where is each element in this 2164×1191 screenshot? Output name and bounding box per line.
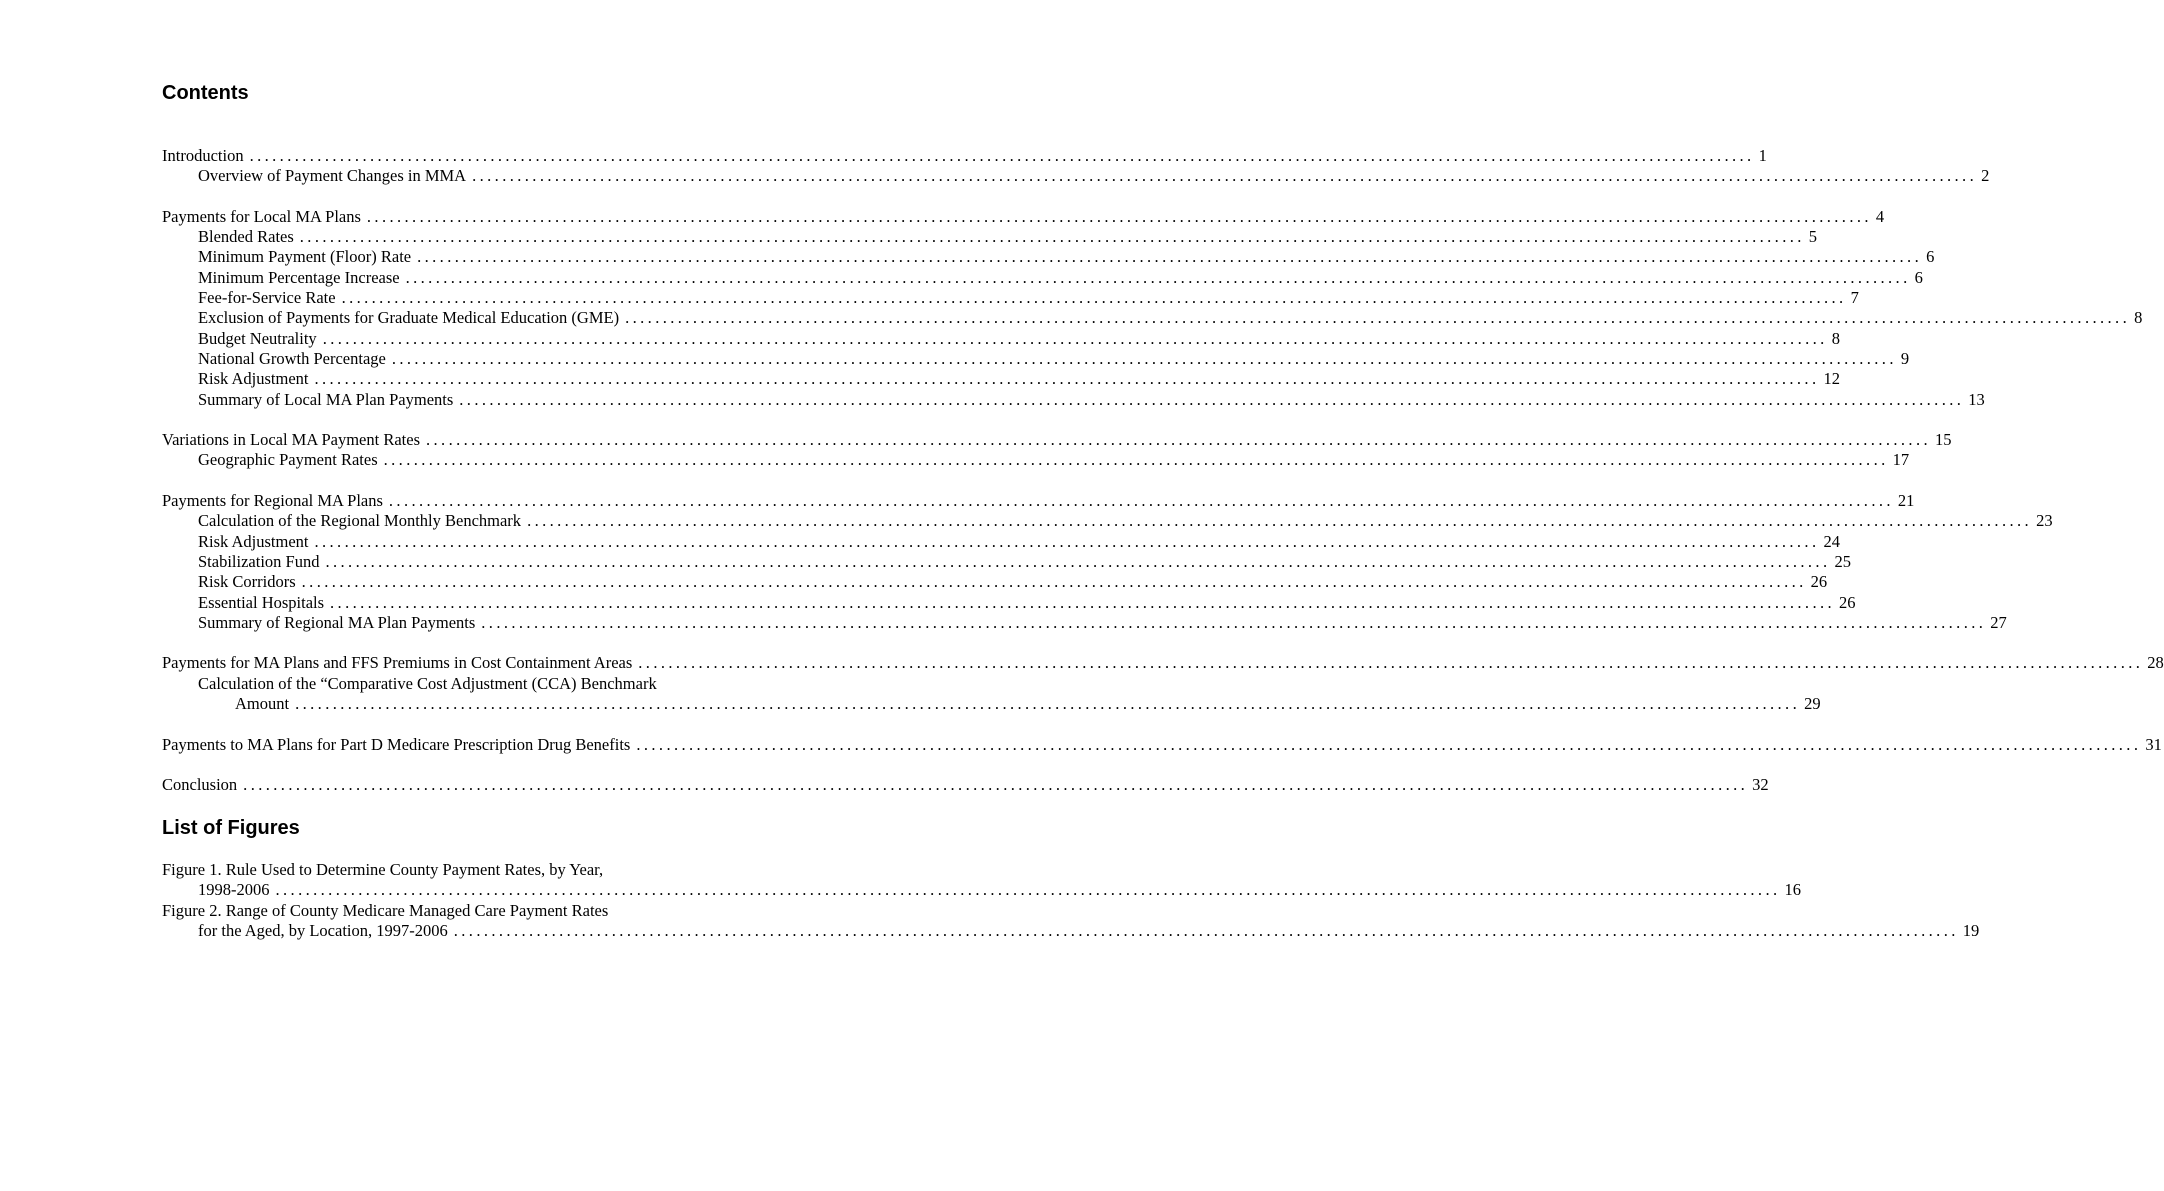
toc-entry[interactable] — [162, 389, 1985, 410]
toc-entry-title: 1998-2006 — [198, 880, 270, 900]
list-of-figures-heading: List of Figures — [162, 817, 300, 839]
toc-entry-title: Blended Rates — [198, 227, 294, 247]
contents-heading: Contents — [162, 82, 249, 104]
dot-leader: ........................................................................................................................................................................................................ — [625, 308, 2131, 328]
toc-entry[interactable] — [162, 511, 2053, 531]
toc-entry[interactable] — [162, 860, 759, 880]
toc-entry-page-number: 8 — [1831, 328, 1840, 348]
toc-entry[interactable] — [162, 531, 1840, 552]
toc-entry-page-number: 16 — [1784, 880, 1801, 900]
toc-entry-page-number: 32 — [1752, 775, 1769, 795]
dot-leader: ........................................................................................................................................................................................................ — [249, 146, 1755, 165]
toc-entry-title: National Growth Percentage — [198, 348, 386, 368]
list-of-figures — [162, 860, 1980, 941]
toc-entry-page-number: 26 — [1839, 592, 1856, 612]
dot-leader: ........................................................................................................................................................................................................ — [299, 227, 1805, 247]
toc-entry[interactable] — [162, 920, 1980, 941]
table-of-contents — [162, 146, 2164, 796]
toc-entry[interactable] — [162, 348, 1910, 369]
toc-entry-page-number: 15 — [1935, 430, 1952, 450]
dot-leader: ........................................................................................................................................................................................................ — [453, 920, 1959, 940]
toc-entry[interactable] — [162, 206, 1885, 227]
toc-entry-title: Introduction — [162, 146, 244, 165]
toc-entry-page-number: 19 — [1962, 920, 1980, 940]
toc-entry[interactable] — [162, 612, 2007, 633]
toc-entry-page-number: 6 — [1926, 247, 1935, 267]
toc-entry-page-number: 25 — [1834, 551, 1851, 571]
toc-entry[interactable] — [162, 674, 759, 694]
toc-entry-title: Stabilization Fund — [198, 551, 320, 571]
toc-entry-title: Figure 1. Rule Used to Determine County Payment Rates, by Year, — [162, 860, 604, 879]
toc-entry-title: Payments for Local MA Plans — [162, 206, 361, 226]
toc-entry-title: Fee-for-Service Rate — [198, 288, 336, 308]
dot-leader: ........................................................................................................................................................................................................ — [459, 389, 1965, 409]
toc-entry[interactable] — [162, 328, 1840, 349]
toc-entry[interactable] — [162, 653, 2164, 673]
dot-leader: ........................................................................................................................................................................................................ — [472, 166, 1978, 186]
toc-entry-title: Risk Adjustment — [198, 369, 309, 389]
toc-entry-title: Exclusion of Payments for Graduate Medical Education (GME) — [198, 308, 620, 328]
dot-leader: ........................................................................................................................................................................................................ — [325, 551, 1831, 571]
toc-entry[interactable] — [162, 267, 1923, 288]
dot-leader: ........................................................................................................................................................................................................ — [527, 511, 2033, 531]
toc-entry-page-number: 23 — [2036, 511, 2053, 531]
toc-entry-page-number: 28 — [2147, 653, 2164, 673]
toc-entry-page-number: 21 — [1897, 491, 1915, 511]
toc-entry-page-number: 17 — [1892, 450, 1910, 470]
dot-leader: ........................................................................................................................................................................................................ — [322, 328, 1828, 348]
toc-entry[interactable] — [162, 901, 759, 921]
toc-entry-title: Variations in Local MA Payment Rates — [162, 430, 420, 450]
dot-leader: ........................................................................................................................................................................................................ — [314, 369, 1820, 389]
dot-leader: ........................................................................................................................................................................................................ — [481, 612, 1987, 632]
toc-entry-page-number: 29 — [1804, 694, 1821, 714]
toc-entry-page-number: 13 — [1968, 389, 1985, 409]
toc-entry-title: Risk Adjustment — [198, 531, 309, 551]
dot-leader: ........................................................................................................................................................................................................ — [417, 247, 1923, 267]
toc-entry[interactable] — [162, 734, 2162, 755]
dot-leader: ........................................................................................................................................................................................................ — [275, 880, 1781, 900]
toc-entry[interactable] — [162, 288, 1859, 308]
toc-entry-page-number: 31 — [2145, 734, 2162, 754]
toc-entry[interactable] — [162, 880, 1801, 900]
dot-leader: ........................................................................................................................................................................................................ — [405, 267, 1911, 287]
toc-entry[interactable] — [162, 308, 2143, 328]
dot-leader: ........................................................................................................................................................................................................ — [330, 592, 1836, 612]
toc-entry[interactable] — [162, 551, 1851, 572]
toc-entry-title: Calculation of the Regional Monthly Benchmark — [198, 511, 522, 531]
toc-entry-page-number: 6 — [1914, 267, 1923, 287]
toc-entry-title: Summary of Local MA Plan Payments — [198, 389, 454, 409]
toc-entry-title: Overview of Payment Changes in MMA — [198, 166, 467, 186]
toc-entry[interactable] — [162, 247, 1935, 267]
toc-entry-page-number: 26 — [1810, 572, 1828, 592]
toc-entry[interactable] — [162, 775, 1769, 795]
toc-entry-title: Payments for Regional MA Plans — [162, 491, 383, 511]
toc-entry-page-number: 9 — [1900, 348, 1910, 368]
toc-entry-title: for the Aged, by Location, 1997-2006 — [198, 920, 448, 940]
toc-entry-page-number: 1 — [1758, 146, 1767, 165]
dot-leader: ........................................................................................................................................................................................................ — [301, 572, 1807, 592]
toc-entry-title: Budget Neutrality — [198, 328, 317, 348]
dot-leader: ........................................................................................................................................................................................................ — [383, 450, 1889, 470]
toc-entry-title: Risk Corridors — [198, 572, 296, 592]
dot-leader: ........................................................................................................................................................................................................ — [341, 288, 1847, 308]
toc-entry-page-number: 24 — [1823, 531, 1840, 551]
toc-entry-page-number: 7 — [1850, 288, 1859, 308]
toc-entry[interactable] — [162, 430, 1952, 450]
toc-entry-title: Geographic Payment Rates — [198, 450, 378, 470]
toc-entry-page-number: 8 — [2134, 308, 2143, 328]
toc-entry-title: Conclusion — [162, 775, 238, 795]
toc-entry-title: Minimum Payment (Floor) Rate — [198, 247, 412, 267]
toc-entry-page-number: 5 — [1808, 227, 1818, 247]
toc-entry[interactable] — [162, 166, 1990, 186]
toc-entry[interactable] — [162, 491, 1915, 511]
dot-leader: ........................................................................................................................................................................................................ — [638, 653, 2144, 673]
dot-leader: ........................................................................................................................................................................................................ — [243, 775, 1749, 795]
toc-entry-title: Calculation of the “Comparative Cost Adjustment (CCA) Benchmark — [198, 673, 657, 693]
dot-leader: ........................................................................................................................................................................................................ — [636, 734, 2142, 754]
dot-leader: ........................................................................................................................................................................................................ — [388, 491, 1894, 511]
toc-entry-page-number: 27 — [1990, 612, 2007, 632]
dot-leader: ........................................................................................................................................................................................................ — [366, 206, 1872, 226]
toc-entry-title: Amount — [235, 694, 290, 714]
dot-leader: ........................................................................................................................................................................................................ — [391, 348, 1897, 368]
dot-leader: ........................................................................................................................................................................................................ — [295, 694, 1801, 714]
toc-entry-title: Summary of Regional MA Plan Payments — [198, 612, 476, 632]
toc-entry[interactable] — [162, 592, 1856, 613]
toc-entry[interactable] — [162, 369, 1840, 389]
toc-entry-title: Payments to MA Plans for Part D Medicare Prescription Drug Benefits — [162, 734, 631, 754]
toc-entry[interactable] — [162, 227, 1818, 247]
toc-entry-page-number: 12 — [1823, 369, 1840, 389]
toc-entry-page-number: 4 — [1875, 206, 1885, 226]
toc-entry-title: Minimum Percentage Increase — [198, 267, 400, 287]
toc-entry-page-number: 2 — [1981, 166, 1990, 186]
toc-entry[interactable] — [162, 146, 1767, 166]
toc-entry[interactable] — [162, 450, 1910, 470]
toc-entry-title: Payments for MA Plans and FFS Premiums in Cost Containment Areas — [162, 653, 633, 673]
dot-leader: ........................................................................................................................................................................................................ — [426, 430, 1931, 450]
dot-leader: ........................................................................................................................................................................................................ — [314, 531, 1820, 551]
toc-entry[interactable] — [162, 694, 1821, 714]
toc-entry-title: Essential Hospitals — [198, 592, 325, 612]
toc-entry[interactable] — [162, 572, 1828, 592]
toc-entry-title: Figure 2. Range of County Medicare Managed Care Payment Rates — [162, 900, 609, 920]
